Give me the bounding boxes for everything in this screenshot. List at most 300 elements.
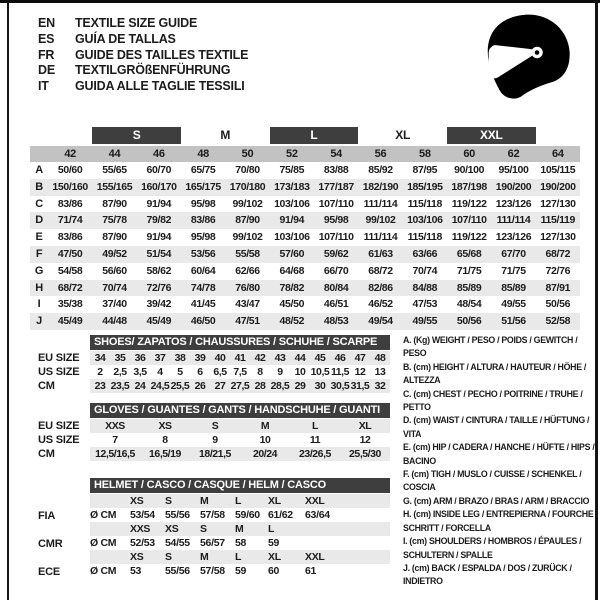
helmet-size-rows — [90, 494, 390, 578]
cell: 59/60 — [235, 509, 260, 521]
cell: 123/126 — [495, 197, 532, 210]
size-column-header: 50 — [241, 148, 254, 160]
cell: 107/110 — [451, 214, 487, 227]
size-column-header: 62 — [507, 148, 520, 160]
cell: 10,5 — [310, 366, 330, 378]
unit-cell: Ø CM — [90, 537, 117, 549]
cell: 40 — [214, 352, 226, 364]
cell: 48/53 — [323, 315, 349, 328]
cell: M — [200, 495, 209, 507]
cell: 45/49 — [57, 315, 83, 328]
cell: 103/106 — [407, 214, 443, 227]
legend-item: D. (cm) WAIST / CINTURA / TAILLE / HÜFTUNG / VITA — [403, 415, 590, 439]
cell: 68/72 — [545, 247, 571, 260]
cell: 115/118 — [407, 231, 442, 244]
row-label: EU SIZE — [38, 420, 80, 432]
cell: 28,5 — [270, 380, 290, 392]
size-column-header: 64 — [552, 148, 564, 160]
cell: 3,5 — [133, 366, 147, 378]
cell: 84/88 — [412, 281, 438, 294]
cell: 83/86 — [190, 214, 216, 227]
cell: 52/58 — [545, 315, 571, 328]
helmet-size-row-fia — [90, 494, 390, 508]
cell: 49/52 — [102, 247, 127, 260]
cell: 63/66 — [412, 247, 438, 260]
cell: 65/75 — [190, 164, 216, 176]
cell: 35/38 — [57, 298, 83, 311]
cell: 99/102 — [232, 231, 263, 244]
size-band-header — [30, 127, 580, 144]
cell: XXS — [105, 420, 125, 432]
cell: 12 — [359, 434, 371, 446]
row-label: CM — [38, 448, 55, 460]
guide-title: GUÍA DE TALLAS — [75, 31, 176, 46]
cell: 55/58 — [235, 247, 260, 260]
cell: 87/91 — [545, 281, 571, 294]
cell: 45/49 — [146, 315, 172, 328]
gloves-us-row — [90, 433, 390, 447]
language-code: ES — [38, 31, 55, 46]
row-label: US SIZE — [38, 366, 80, 378]
table-row — [30, 246, 580, 263]
cell: 85/89 — [456, 281, 482, 294]
cell — [305, 522, 390, 536]
cell: 64/68 — [279, 264, 305, 277]
cell: 62/66 — [235, 264, 260, 277]
textile-size-table — [30, 127, 580, 330]
cell: 123/126 — [495, 231, 532, 244]
cell: 31,5 — [350, 380, 370, 392]
shoes-table-title: SHOES/ ZAPATOS / CHAUSSURES / SCHUHE / SCARPE — [90, 335, 390, 350]
cell: 43/47 — [235, 298, 260, 311]
guide-title: GUIDA ALLE TAGLIE TESSILI — [75, 79, 245, 94]
helmet-table-title: HELMET / CASCO / CASQUE / HELM / CASCO — [90, 478, 390, 493]
measurement-rows — [30, 162, 580, 330]
cell: XXL — [305, 495, 325, 507]
legend-item: C. (cm) CHEST / PECHO / POITRINE / TRUHE / PETTO — [403, 388, 583, 413]
helmet-value-row-fia — [90, 508, 390, 522]
cell: L — [312, 420, 318, 432]
cell: 56/60 — [102, 264, 127, 277]
cell: 107/110 — [318, 197, 354, 210]
size-band-xxl: XXL — [447, 127, 536, 144]
cell: 57/58 — [200, 565, 225, 577]
guide-title: TEXTILGRÖßENFÜHRUNG — [75, 63, 231, 78]
legend-item: H. (cm) INSIDE LEG / ENTREPIERNA / FOURCHE / SCHRITT / FORCELLA — [403, 509, 598, 533]
cell: 51/54 — [146, 247, 172, 260]
cell: 6 — [197, 366, 203, 378]
cell: 50/56 — [456, 315, 482, 328]
cell: 27,5 — [230, 380, 250, 392]
shoes-cm-row — [90, 379, 390, 393]
row-label: EU SIZE — [38, 352, 80, 364]
cell: 7 — [112, 434, 118, 446]
cell: 36 — [134, 352, 146, 364]
cell: M — [200, 551, 209, 563]
cell: 8 — [162, 434, 168, 446]
cell — [90, 494, 130, 508]
cell: 42 — [254, 352, 266, 364]
cell: 83/86 — [57, 197, 83, 210]
language-row — [38, 48, 248, 64]
cell: 72/76 — [545, 264, 571, 277]
cell: L — [268, 523, 275, 535]
language-code: FR — [38, 47, 55, 62]
size-column-header: 42 — [64, 148, 76, 160]
cell: 56/57 — [200, 537, 225, 549]
size-band-m: M — [220, 128, 231, 142]
cell: 30 — [314, 380, 326, 392]
cell: 50/60 — [57, 164, 83, 176]
legend-item: A. (Kg) WEIGHT / PESO / POIDS / GEWITCH / PESO — [403, 335, 578, 359]
cell: 190/200 — [540, 180, 576, 193]
cell: XS — [165, 523, 179, 535]
table-row — [30, 313, 580, 330]
cell: 28 — [254, 380, 266, 392]
cell: 48/54 — [456, 298, 482, 311]
cell: 9 — [277, 366, 283, 378]
row-letter: F — [35, 247, 43, 260]
cell: 55/56 — [165, 509, 190, 521]
cell: 95/100 — [498, 164, 529, 176]
table-row — [30, 212, 580, 229]
cell: 34 — [94, 352, 106, 364]
size-band-xl: XL — [395, 128, 411, 142]
cell: 10 — [294, 366, 306, 378]
shoes-eu-row — [90, 351, 390, 365]
cell: 58 — [235, 537, 247, 549]
gloves-row-labels — [38, 419, 79, 461]
cell: 2 — [97, 366, 103, 378]
cell: 45/50 — [279, 298, 305, 311]
cell: L — [235, 495, 242, 507]
cell: 39 — [194, 352, 206, 364]
legend-item: F. (cm) TIGH / MUSLO / CUISSE / SCHENKEL / COSCIA — [403, 469, 582, 493]
cell: 10 — [259, 434, 271, 446]
cell: 52/53 — [130, 537, 155, 549]
row-label: CM — [38, 380, 55, 392]
language-row — [38, 79, 248, 95]
cell: 190/200 — [495, 180, 532, 193]
row-letter: B — [35, 180, 43, 193]
cell: 47/50 — [57, 247, 83, 260]
row-letter: A — [35, 164, 43, 176]
size-column-header: 44 — [108, 148, 121, 160]
cell — [305, 536, 390, 550]
cell: 46/52 — [368, 298, 393, 311]
cell: 99/102 — [232, 197, 263, 210]
cell: 57/60 — [279, 247, 305, 260]
cell: 11 — [309, 434, 321, 446]
cell: 95/98 — [323, 214, 349, 227]
cell: 60/64 — [190, 264, 216, 277]
language-code: IT — [38, 79, 49, 94]
frame-top-rule — [0, 0, 600, 3]
table-row — [30, 179, 580, 196]
size-column-header: 48 — [197, 148, 209, 160]
gloves-table — [90, 403, 390, 461]
cell: 26 — [194, 380, 206, 392]
legend-item: B. (cm) HEIGHT / ALTURA / HAUTEUR / HÖHE / ALTEZZA — [403, 361, 587, 386]
cell: 32 — [374, 380, 386, 392]
cell: 61 — [305, 565, 317, 577]
cell: 59 — [235, 565, 247, 577]
cell: 67/70 — [501, 247, 526, 260]
helmet-value-row-ece — [90, 564, 390, 578]
cell: 83/86 — [57, 231, 83, 244]
cell: 41/45 — [190, 298, 216, 311]
cell: M — [260, 420, 270, 432]
cell: 87/90 — [102, 197, 127, 210]
cell: 8 — [257, 366, 263, 378]
cell: 49/55 — [412, 315, 438, 328]
helmet-row-labels — [38, 478, 88, 588]
cell: 37/40 — [102, 298, 127, 311]
cell: 12,5/16,5 — [95, 448, 135, 460]
cell: 39/42 — [146, 298, 172, 311]
cell: 13 — [374, 366, 386, 378]
cell: S — [211, 420, 219, 432]
cell: 44/48 — [102, 315, 127, 328]
language-title-list — [38, 16, 248, 95]
cell: L — [235, 551, 242, 563]
cell: 27 — [214, 380, 226, 392]
cell: XS — [158, 420, 172, 432]
cell: 60 — [268, 565, 280, 577]
cell: 38 — [174, 352, 186, 364]
cell: 46/50 — [190, 315, 216, 328]
shoes-table — [90, 335, 390, 393]
cell: 57/58 — [200, 509, 225, 521]
language-code: EN — [38, 16, 55, 30]
cell: 46/51 — [323, 298, 349, 311]
cell: 111/114 — [496, 214, 531, 227]
cell: 53 — [130, 565, 142, 577]
gloves-cm-row — [90, 447, 390, 461]
cell: 173/183 — [274, 180, 310, 193]
cell: 85/92 — [368, 164, 393, 176]
cell: 20/24 — [252, 448, 278, 460]
language-code: DE — [38, 63, 55, 78]
cell: 74/78 — [190, 281, 216, 294]
cell: 49/55 — [501, 298, 526, 311]
cell: M — [235, 523, 244, 535]
size-column-header: 56 — [374, 148, 387, 160]
cell: 30,5 — [330, 380, 350, 392]
cell: 85/89 — [501, 281, 526, 294]
row-label: US SIZE — [38, 434, 80, 446]
cell: 55/56 — [165, 565, 190, 577]
cell: 23 — [94, 380, 106, 392]
cell: 61/62 — [268, 509, 293, 521]
cell: 90/100 — [454, 164, 485, 176]
cell: 82/86 — [368, 281, 393, 294]
cell: 103/106 — [274, 231, 310, 244]
legend-item: E. (cm) HIP / CADERA / HANCHE / HÜFTE / HIPS / BACINO — [403, 442, 595, 466]
cell: 2,5 — [113, 366, 127, 378]
gloves-eu-row — [90, 419, 390, 433]
cell: 59 — [268, 537, 280, 549]
row-letter: H — [35, 281, 43, 294]
cell: 170/180 — [229, 180, 266, 193]
cell: 23,5 — [110, 380, 130, 392]
cell: 37 — [154, 352, 166, 364]
cell: XS — [130, 551, 144, 563]
cell — [90, 550, 130, 564]
row-letter: I — [37, 298, 41, 311]
cell: 103/106 — [274, 197, 310, 210]
shoes-us-row — [90, 365, 390, 379]
cell: XL — [268, 495, 281, 507]
cell: 177/187 — [318, 180, 354, 193]
cell: S — [165, 495, 172, 507]
cell: S — [165, 551, 172, 563]
cell: 115/119 — [540, 214, 575, 227]
cell: 78/82 — [279, 281, 305, 294]
cell: 76/80 — [235, 281, 260, 294]
cell: 165/175 — [185, 180, 221, 193]
cell — [90, 522, 130, 536]
cell: 54/58 — [57, 264, 83, 277]
table-row — [30, 196, 580, 213]
cell: 68/72 — [57, 281, 83, 294]
row-letter: C — [35, 197, 43, 210]
cell: 91/94 — [279, 214, 305, 227]
cell: XXS — [130, 523, 151, 535]
size-column-header: 60 — [463, 148, 475, 160]
cell: 87/90 — [235, 214, 260, 227]
row-letter: J — [36, 315, 42, 328]
cell: 66/70 — [323, 264, 349, 277]
cell: 75/85 — [279, 164, 305, 176]
cell: 107/110 — [318, 231, 354, 244]
table-row — [30, 296, 580, 313]
cell: S — [200, 523, 207, 535]
cell: 48/52 — [279, 315, 305, 328]
cell: 41 — [234, 352, 246, 364]
cell: 127/130 — [540, 197, 576, 210]
cell: 70/74 — [102, 281, 127, 294]
legend-item: I. (cm) SHOULDERS / HOMBROS / ÉPAULES / SCHULTERN / SPALLE — [403, 536, 582, 560]
cell: 83/88 — [323, 164, 349, 176]
cell: 51/56 — [501, 315, 526, 328]
cell: 23/26,5 — [299, 448, 331, 460]
row-letter: G — [34, 264, 44, 277]
cell: 127/130 — [540, 231, 576, 244]
cell: 182/190 — [362, 180, 399, 193]
language-row — [38, 16, 248, 32]
cell: 48 — [374, 352, 386, 364]
size-column-header: 52 — [286, 148, 298, 160]
cell: 18/21,5 — [199, 448, 231, 460]
measurement-legend — [403, 334, 598, 589]
cell: 7,5 — [233, 366, 247, 378]
row-letter: E — [35, 231, 43, 244]
cell: 119/122 — [451, 197, 487, 210]
numeric-size-header-row — [30, 146, 580, 162]
cell: 111/114 — [363, 197, 398, 210]
cell: 47 — [354, 352, 366, 364]
cell: 99/102 — [365, 214, 396, 227]
cell: 150/160 — [52, 180, 88, 193]
cell: XS — [130, 495, 144, 507]
cell: 187/198 — [451, 180, 487, 193]
cell: 11,5 — [330, 366, 350, 378]
row-label-cmr: CMR — [38, 538, 63, 550]
cell: 35 — [114, 352, 126, 364]
cell: 24,5 — [150, 380, 170, 392]
legend-item: J. (cm) BACK / ESPALDA / DOS / ZURÜCK / INDIETRO — [403, 562, 572, 587]
shoes-row-labels — [38, 351, 79, 393]
cell: 61/63 — [368, 247, 393, 260]
cell: 9 — [212, 434, 218, 446]
size-column-header: 54 — [330, 148, 342, 160]
cell: 70/74 — [412, 264, 438, 277]
cell: 68/72 — [368, 264, 393, 277]
size-column-header: 46 — [153, 148, 165, 160]
cell: 71/75 — [456, 264, 482, 277]
cell: 6,5 — [213, 366, 227, 378]
cell: XL — [268, 551, 281, 563]
guide-title: TEXTILE SIZE GUIDE — [75, 16, 198, 30]
cell: 91/94 — [146, 231, 172, 244]
cell: 25,5/30 — [349, 448, 381, 460]
cell: 24 — [134, 380, 146, 392]
cell: 75/78 — [102, 214, 127, 227]
gloves-table-title: GLOVES / GUANTES / GANTS / HANDSCHUHE / GUANTI — [90, 403, 390, 418]
cell: 12 — [354, 366, 366, 378]
cell: 47/51 — [235, 315, 260, 328]
size-column-header: 58 — [419, 148, 431, 160]
cell: 160/170 — [141, 180, 177, 193]
helmet-value-row-cmr — [90, 536, 390, 550]
cell: 46 — [334, 352, 346, 364]
cell: 4 — [157, 366, 163, 378]
cell: 63/64 — [305, 509, 330, 521]
cell: 80/84 — [323, 281, 349, 294]
cell: 47/53 — [412, 298, 438, 311]
cell: 25,5 — [170, 380, 190, 392]
corner-cell — [30, 146, 48, 162]
cell: 59/62 — [323, 247, 349, 260]
cell: 185/195 — [407, 180, 443, 193]
cell: 95/98 — [190, 231, 216, 244]
unit-cell: Ø CM — [90, 565, 117, 577]
table-row — [30, 162, 580, 179]
cell: 91/94 — [146, 197, 172, 210]
cell: 71/74 — [57, 214, 83, 227]
helmet-size-row-cmr — [90, 522, 390, 536]
language-row — [38, 63, 248, 79]
row-label-fia: FIA — [38, 510, 56, 522]
cell: 44 — [294, 352, 306, 364]
table-row — [30, 229, 580, 246]
guide-title: GUIDE DES TAILLES TEXTILE — [75, 47, 249, 62]
cell: 155/165 — [96, 180, 133, 193]
cell: 79/82 — [146, 214, 172, 227]
cell: 58/62 — [146, 264, 172, 277]
cell: 111/114 — [363, 231, 398, 244]
cell: XXL — [305, 551, 325, 563]
cell: 54/55 — [165, 537, 190, 549]
cell: 72/76 — [146, 281, 172, 294]
helmet-size-row-ece — [90, 550, 390, 564]
size-band-l: L — [270, 127, 359, 144]
cell: 55/65 — [102, 164, 127, 176]
cell: 65/68 — [456, 247, 482, 260]
cell: 49/54 — [368, 315, 393, 328]
frame-left-rule — [7, 0, 9, 600]
